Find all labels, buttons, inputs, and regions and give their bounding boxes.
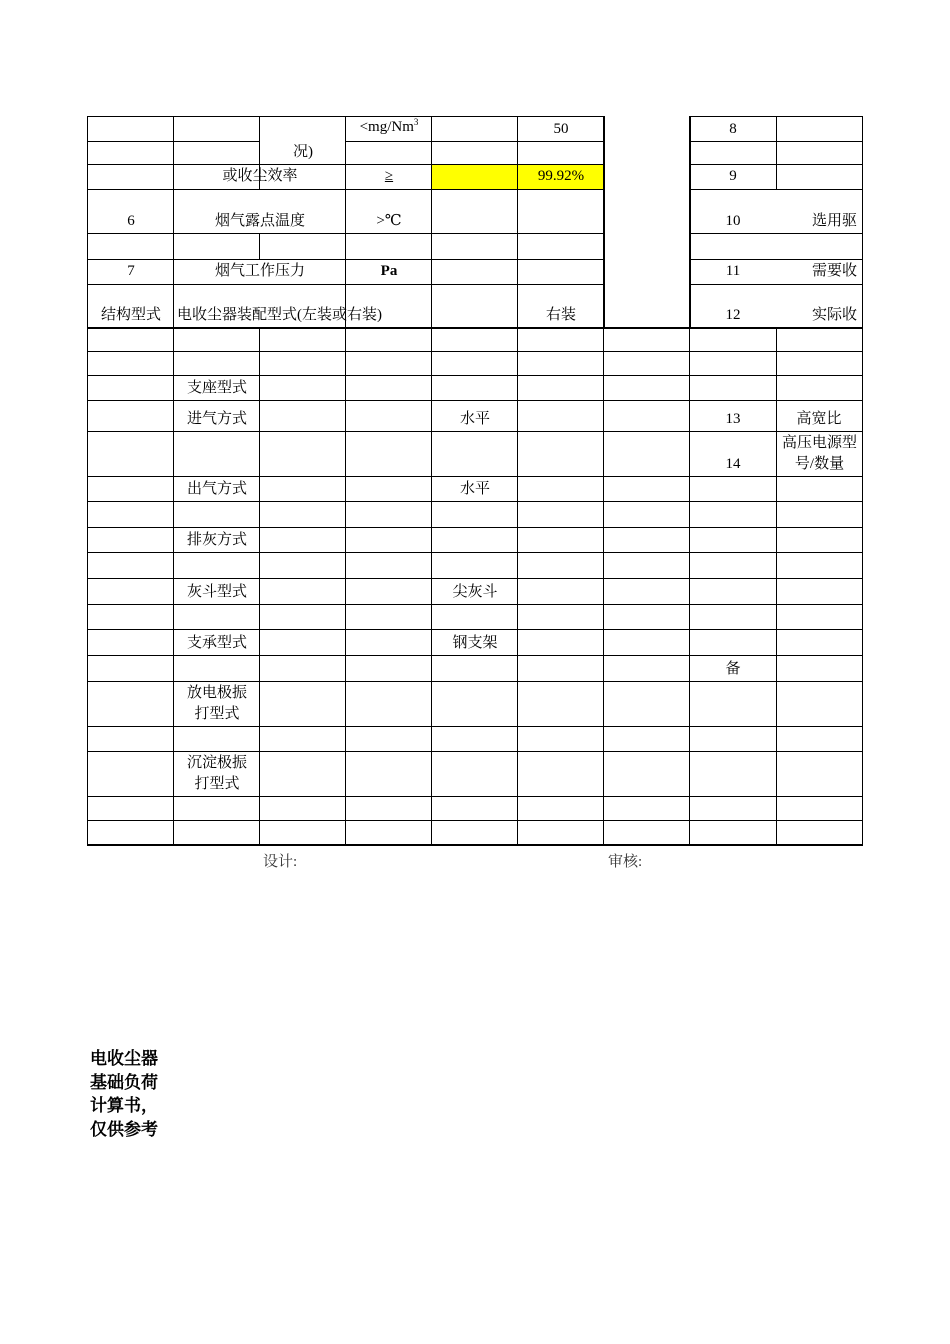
grid-hline [87,351,863,352]
cell-no-6: 6 [127,213,135,229]
grid-vline [259,233,260,259]
grid-hline [87,820,863,821]
grid-hline [87,726,863,727]
grid-hline [87,476,863,477]
cell-ash-discharge: 排灰方式 [186,532,247,548]
grid-hline [689,284,863,285]
cell-support-value: 钢支架 [452,635,498,651]
cell-right-selected: 选用驱 [812,213,858,229]
highlight-cell-efficiency-blank [432,165,518,189]
cell-collect-rapping: 沉淀极振打型式 [186,755,247,792]
grid-hline [87,796,863,797]
grid-hline [87,501,863,502]
cell-aspect-ratio: 高宽比 [796,411,842,427]
grid-hline [689,189,863,190]
grid-hline [87,844,863,846]
grid-vline [862,329,863,845]
grid-hline [689,259,863,260]
cell-unit-mg-nm3 [346,118,432,137]
grid-vline [689,329,690,845]
grid-hline [689,233,863,234]
grid-hline [87,604,863,605]
grid-hline [87,681,863,682]
cell-efficiency-value: 99.92% [537,168,585,184]
cell-assembly-value: 右装 [545,307,576,323]
grid-vline [87,329,88,845]
reference-note: 电收尘器基础负荷计算书，仅供参考 [90,1049,158,1140]
grid-vline [517,116,518,328]
cell-structure-group: 结构型式 [100,307,161,323]
grid-hline [345,141,603,142]
cell-no-12: 12 [725,307,741,323]
cell-hopper-value: 尖灰斗 [452,584,498,600]
cell-dewpoint-unit: >℃ [376,213,402,229]
grid-hline [87,375,863,376]
cell-hopper-type: 灰斗型式 [186,584,247,600]
grid-hline [87,552,863,553]
grid-hline [87,629,863,630]
footer-review: 审核: [608,854,643,870]
grid-hline [87,527,863,528]
grid-vline [345,329,346,845]
cell-outlet-value: 水平 [459,481,490,497]
grid-hline [87,327,863,329]
unit-superscript: 3 [413,117,419,127]
cell-no-11: 11 [725,263,741,279]
grid-vline [776,329,777,845]
cell-support-type: 支座型式 [186,380,247,396]
cell-condition: 况) [293,144,313,160]
cell-no-13: 13 [725,411,741,427]
cell-inlet-type: 进气方式 [186,411,247,427]
cell-no-14: 14 [725,456,741,472]
cell-no-8: 8 [729,121,737,137]
grid-hline [87,400,863,401]
cell-no-10: 10 [725,213,741,229]
cell-no-7: 7 [127,263,135,279]
cell-discharge-rapping: 放电极振打型式 [186,685,247,722]
cell-hv-power: 高压电源型号/数量 [782,435,858,472]
cell-pressure-unit: Pa [380,263,398,279]
grid-hline [87,578,863,579]
grid-hline [87,655,863,656]
cell-value-50: 50 [553,121,569,137]
cell-no-9: 9 [729,168,737,184]
grid-vline [603,116,605,328]
cell-pressure-label: 烟气工作压力 [214,263,305,279]
cell-efficiency-label: 或收尘效率 [222,168,298,184]
cell-inlet-value: 水平 [459,411,490,427]
cell-right-required: 需要收 [812,263,858,279]
grid-hline [87,431,863,432]
grid-hline [87,751,863,752]
cell-assembly-label: 电收尘器装配型式(左装或右装) [177,307,382,323]
cell-remark: 备 [725,661,741,677]
cell-outlet-type: 出气方式 [186,481,247,497]
cell-support-struct: 支承型式 [186,635,247,651]
cell-dewpoint-label: 烟气露点温度 [214,213,305,229]
grid-vline [603,329,604,845]
footer-design: 设计: [263,854,298,870]
grid-vline [776,116,777,189]
cell-right-actual: 实际收 [812,307,858,323]
cell-efficiency-unit: ≥ [384,168,394,184]
unit-text: <mg/Nm [359,119,414,135]
